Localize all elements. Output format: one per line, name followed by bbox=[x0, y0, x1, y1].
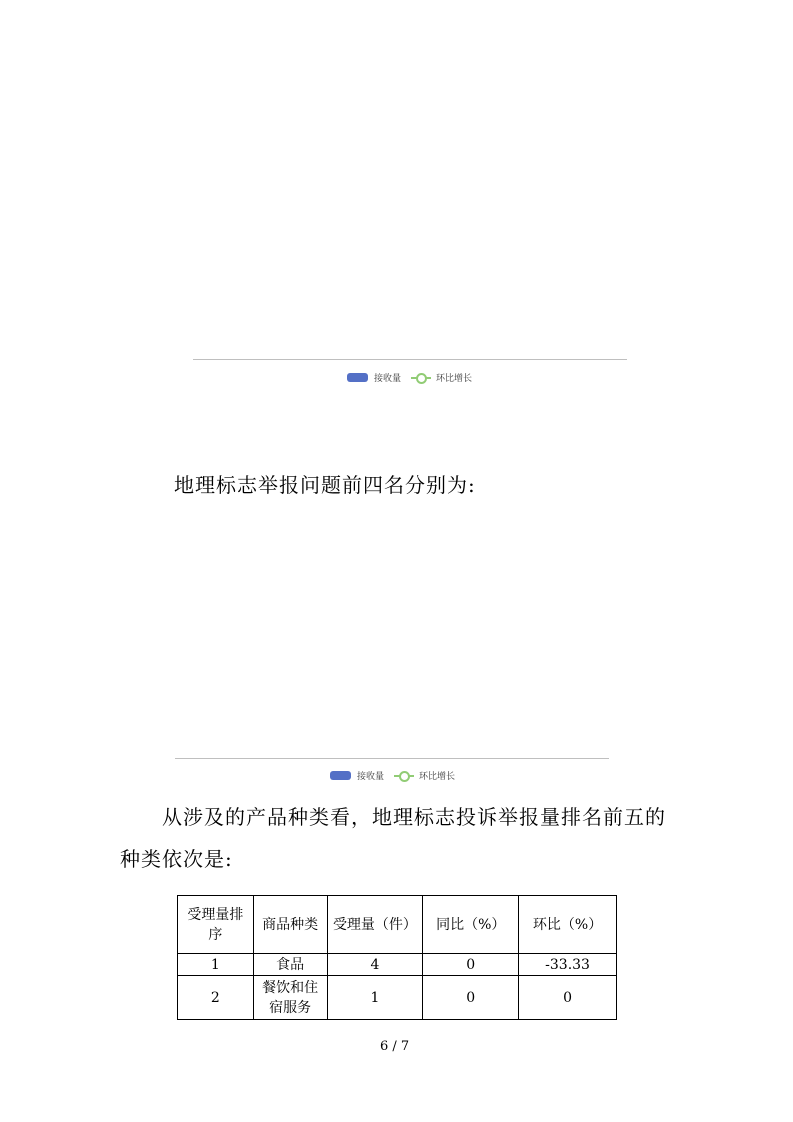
header-cell: 环比（%） bbox=[519, 896, 617, 954]
header-cell: 同比（%） bbox=[423, 896, 519, 954]
table-cell: 1 bbox=[178, 954, 254, 976]
header-cell: 受理量排 序 bbox=[178, 896, 254, 954]
chart2-legend-line-label: 环比增长 bbox=[419, 772, 456, 782]
page-number: 6 / 7 bbox=[380, 1039, 410, 1054]
chart1-legend-bar-swatch bbox=[347, 373, 368, 382]
paragraph-line-2: 种类依次是: bbox=[120, 847, 233, 871]
table-row bbox=[178, 954, 617, 976]
chart1-legend-line-swatch bbox=[411, 373, 431, 383]
table-cell: 0 bbox=[519, 976, 617, 1020]
table-cell: 0 bbox=[423, 976, 519, 1020]
table-cell: -33.33 bbox=[519, 954, 617, 976]
chart1-axis-line bbox=[193, 359, 627, 360]
chart2-axis-line bbox=[175, 758, 609, 759]
table-cell: 0 bbox=[423, 954, 519, 976]
header-cell: 受理量（件） bbox=[327, 896, 423, 954]
table-row bbox=[178, 976, 617, 1020]
chart2-legend-bar-label: 接收量 bbox=[357, 772, 385, 782]
table-cell: 餐饮和住 宿服务 bbox=[253, 976, 327, 1020]
chart2-legend bbox=[330, 769, 455, 782]
geo-heading: 地理标志举报问题前四名分别为: bbox=[174, 473, 476, 497]
ranking-table bbox=[177, 895, 617, 1020]
paragraph-line-1: 从涉及的产品种类看，地理标志投诉举报量排名前五的 bbox=[162, 805, 666, 829]
chart2-legend-bar-swatch bbox=[330, 771, 351, 780]
chart1-legend-line-label: 环比增长 bbox=[436, 374, 473, 384]
table-header-row bbox=[178, 896, 617, 954]
table-cell: 食品 bbox=[253, 954, 327, 976]
table-cell: 2 bbox=[178, 976, 254, 1020]
chart2-legend-line-swatch bbox=[394, 771, 414, 781]
table-cell: 4 bbox=[327, 954, 423, 976]
chart1-legend bbox=[347, 371, 472, 384]
chart1-legend-bar-label: 接收量 bbox=[374, 374, 402, 384]
table-cell: 1 bbox=[327, 976, 423, 1020]
header-cell: 商品种类 bbox=[253, 896, 327, 954]
